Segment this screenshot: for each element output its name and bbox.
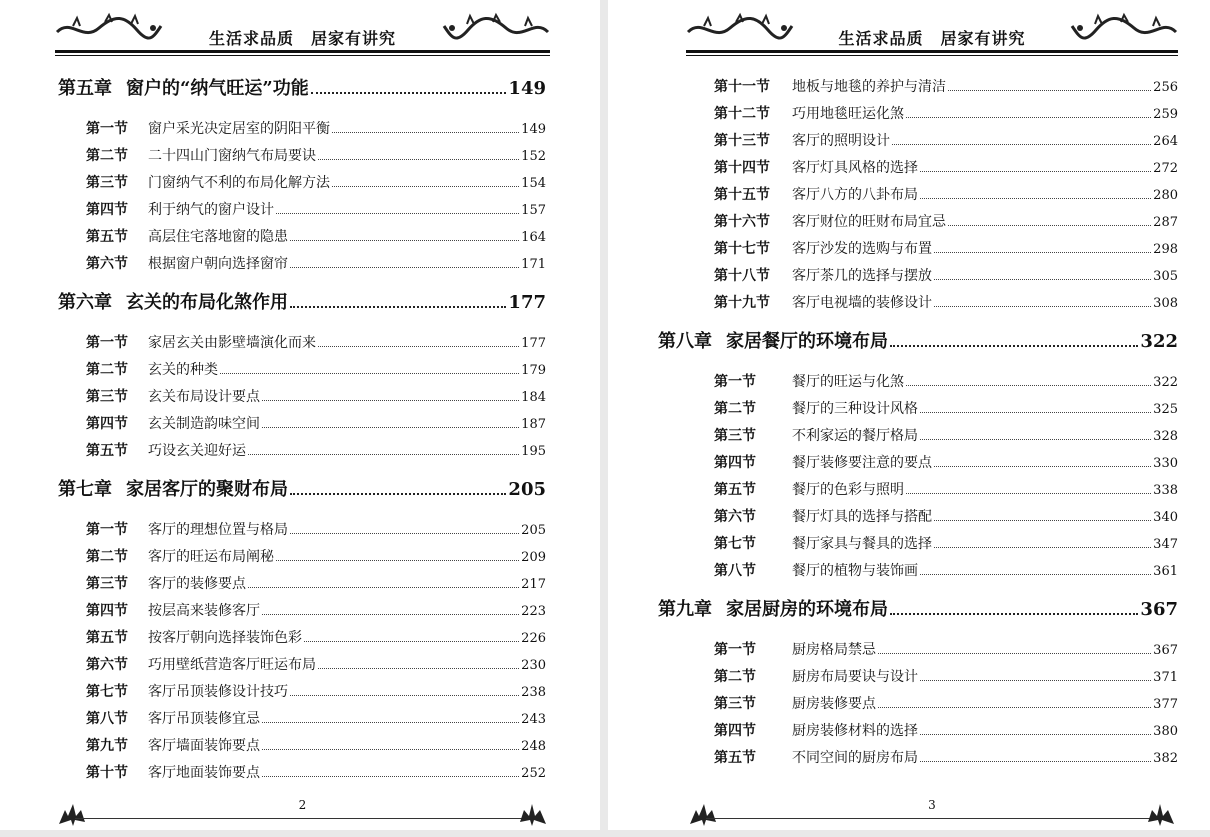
chapter-title: 家居客厅的聚财布局 [126, 479, 288, 500]
section-number: 第三节 [714, 428, 756, 444]
dot-leader [290, 533, 519, 534]
section-entry[interactable] [686, 292, 1178, 319]
section-title: 餐厅家具与餐具的选择 [792, 536, 932, 552]
section-title: 客厅沙发的选购与布置 [792, 241, 932, 257]
dot-leader [276, 213, 519, 214]
chapter-entry[interactable] [658, 595, 1178, 625]
section-number: 第二节 [714, 669, 756, 685]
chapter-page: 177 [508, 292, 546, 313]
dot-leader [934, 466, 1151, 467]
section-page: 152 [521, 149, 546, 164]
section-number: 第一节 [86, 121, 128, 137]
chapter-page: 149 [508, 78, 546, 99]
section-title: 厨房装修要点 [792, 696, 876, 712]
section-page: 259 [1153, 107, 1178, 122]
section-page: 209 [521, 550, 546, 565]
section-page: 223 [521, 604, 546, 619]
dot-leader [318, 668, 519, 669]
section-page: 154 [521, 176, 546, 191]
section-page: 243 [521, 712, 546, 727]
section-title: 按客厅朝向选择装饰色彩 [148, 630, 302, 646]
chapter-number: 第七章 [58, 479, 112, 500]
section-number: 第二节 [86, 148, 128, 164]
section-title: 厨房装修材料的选择 [792, 723, 918, 739]
section-page: 308 [1153, 296, 1178, 311]
section-entry[interactable] [686, 452, 1178, 479]
section-title: 门窗纳气不利的布局化解方法 [148, 175, 330, 191]
section-entry[interactable] [686, 666, 1178, 693]
dot-leader [934, 520, 1151, 521]
dot-leader [906, 385, 1151, 386]
dot-leader [318, 159, 519, 160]
page-header [55, 10, 550, 56]
section-number: 第五节 [86, 443, 128, 459]
section-page: 184 [521, 390, 546, 405]
dot-leader [920, 171, 1151, 172]
dot-leader [262, 614, 519, 615]
header-rule [55, 50, 550, 56]
section-title: 客厅茶几的选择与摆放 [792, 268, 932, 284]
section-page: 226 [521, 631, 546, 646]
chapter-entry[interactable] [658, 327, 1178, 357]
section-page: 171 [521, 257, 546, 272]
page-number: 3 [928, 798, 936, 812]
dot-leader [276, 560, 519, 561]
page-footer [55, 798, 550, 828]
section-page: 187 [521, 417, 546, 432]
section-entry[interactable] [58, 519, 546, 546]
section-page: 164 [521, 230, 546, 245]
chapter-entry[interactable] [58, 475, 546, 505]
section-entry[interactable] [686, 479, 1178, 506]
section-title: 餐厅的旺运与化煞 [792, 374, 904, 390]
section-page: 340 [1153, 510, 1178, 525]
section-number: 第一节 [714, 642, 756, 658]
dot-leader [262, 749, 519, 750]
section-title: 餐厅的三种设计风格 [792, 401, 918, 417]
section-number: 第十一节 [714, 79, 770, 95]
section-number: 第六节 [86, 657, 128, 673]
dot-leader [248, 454, 519, 455]
section-number: 第十六节 [714, 214, 770, 230]
section-number: 第三节 [86, 389, 128, 405]
section-title: 客厅吊顶装修宜忌 [148, 711, 260, 727]
dot-leader [920, 198, 1151, 199]
dragon-icon [1070, 12, 1180, 48]
section-page: 157 [521, 203, 546, 218]
section-number: 第九节 [86, 738, 128, 754]
section-entry[interactable] [58, 546, 546, 573]
section-number: 第四节 [86, 202, 128, 218]
section-entry[interactable] [686, 238, 1178, 265]
section-entry[interactable] [58, 600, 546, 627]
section-entry[interactable] [686, 425, 1178, 452]
dot-leader [262, 722, 519, 723]
header-title: 生活求品质 居家有讲究 [838, 29, 1026, 48]
maple-leaf-icon [1142, 802, 1178, 828]
maple-leaf-icon [514, 802, 550, 828]
dot-leader [934, 547, 1151, 548]
section-title: 玄关的种类 [148, 362, 218, 378]
section-title: 客厅吊顶装修设计技巧 [148, 684, 288, 700]
chapter-number: 第六章 [58, 292, 112, 313]
table-of-contents [658, 76, 1178, 774]
section-number: 第十五节 [714, 187, 770, 203]
dot-leader [262, 400, 519, 401]
chapter-title: 窗户的“纳气旺运”功能 [126, 78, 309, 99]
section-page: 325 [1153, 402, 1178, 417]
section-title: 不同空间的厨房布局 [792, 750, 918, 766]
section-title: 玄关制造韵味空间 [148, 416, 260, 432]
section-entry[interactable] [58, 332, 546, 359]
section-title: 地板与地毯的养护与清洁 [792, 79, 946, 95]
section-number: 第十二节 [714, 106, 770, 122]
section-entry[interactable] [686, 639, 1178, 666]
dot-leader [878, 653, 1151, 654]
section-number: 第八节 [86, 711, 128, 727]
section-number: 第二节 [714, 401, 756, 417]
section-title: 巧设玄关迎好运 [148, 443, 246, 459]
section-entry[interactable] [686, 506, 1178, 533]
chapter-number: 第八章 [658, 331, 712, 352]
section-title: 餐厅装修要注意的要点 [792, 455, 932, 471]
section-title: 客厅电视墙的装修设计 [792, 295, 932, 311]
section-page: 179 [521, 363, 546, 378]
section-entry[interactable] [686, 265, 1178, 292]
table-of-contents [58, 66, 546, 789]
section-title: 家居玄关由影壁墙演化而来 [148, 335, 316, 351]
section-title: 客厅的理想位置与格局 [148, 522, 288, 538]
section-title: 客厅财位的旺财布局宜忌 [792, 214, 946, 230]
page-header [686, 10, 1178, 56]
section-number: 第十节 [86, 765, 128, 781]
dot-leader [290, 240, 519, 241]
section-number: 第十七节 [714, 241, 770, 257]
chapter-title: 玄关的布局化煞作用 [126, 292, 288, 313]
chapter-page: 205 [508, 479, 546, 500]
section-number: 第三节 [714, 696, 756, 712]
section-entry[interactable] [686, 371, 1178, 398]
chapter-title: 家居餐厅的环境布局 [726, 331, 888, 352]
section-number: 第十九节 [714, 295, 770, 311]
left-page [0, 0, 600, 830]
section-number: 第一节 [714, 374, 756, 390]
section-title: 客厅墙面装饰要点 [148, 738, 260, 754]
section-title: 餐厅灯具的选择与搭配 [792, 509, 932, 525]
chapter-entry[interactable] [58, 288, 546, 318]
section-title: 客厅八方的八卦布局 [792, 187, 918, 203]
section-page: 195 [521, 444, 546, 459]
dot-leader [906, 493, 1151, 494]
dot-leader [248, 587, 519, 588]
dot-leader [220, 373, 519, 374]
dot-leader [304, 641, 519, 642]
section-title: 餐厅的植物与装饰画 [792, 563, 918, 579]
section-entry[interactable] [58, 118, 546, 145]
dot-leader [290, 493, 506, 495]
section-entry[interactable] [58, 386, 546, 413]
header-rule [686, 50, 1178, 56]
section-number: 第六节 [86, 256, 128, 272]
section-number: 第一节 [86, 335, 128, 351]
section-title: 厨房布局要诀与设计 [792, 669, 918, 685]
section-number: 第一节 [86, 522, 128, 538]
section-title: 客厅的照明设计 [792, 133, 890, 149]
section-page: 248 [521, 739, 546, 754]
section-title: 餐厅的色彩与照明 [792, 482, 904, 498]
section-page: 371 [1153, 670, 1178, 685]
section-entry[interactable] [686, 560, 1178, 587]
section-entry[interactable] [686, 747, 1178, 774]
section-page: 338 [1153, 483, 1178, 498]
page-number: 2 [298, 798, 307, 812]
section-entry[interactable] [58, 413, 546, 440]
section-number: 第四节 [86, 603, 128, 619]
section-number: 第五节 [86, 229, 128, 245]
footer-rule [75, 818, 530, 819]
section-entry[interactable] [58, 654, 546, 681]
dot-leader [290, 695, 519, 696]
dot-leader [934, 279, 1151, 280]
section-title: 根据窗户朝向选择窗帘 [148, 256, 288, 272]
right-page [608, 0, 1210, 830]
section-number: 第八节 [714, 563, 756, 579]
section-entry[interactable] [686, 103, 1178, 130]
section-title: 窗户采光决定居室的阴阳平衡 [148, 121, 330, 137]
section-number: 第六节 [714, 509, 756, 525]
section-number: 第三节 [86, 175, 128, 191]
section-number: 第五节 [714, 482, 756, 498]
section-title: 客厅地面装饰要点 [148, 765, 260, 781]
section-number: 第七节 [714, 536, 756, 552]
section-page: 256 [1153, 80, 1178, 95]
section-entry[interactable] [686, 130, 1178, 157]
section-page: 272 [1153, 161, 1178, 176]
section-page: 382 [1153, 751, 1178, 766]
dot-leader [920, 439, 1151, 440]
section-title: 高层住宅落地窗的隐患 [148, 229, 288, 245]
dot-leader [920, 412, 1151, 413]
section-title: 厨房格局禁忌 [792, 642, 876, 658]
chapter-title: 家居厨房的环境布局 [726, 599, 888, 620]
section-page: 280 [1153, 188, 1178, 203]
section-entry[interactable] [58, 253, 546, 280]
section-entry[interactable] [58, 681, 546, 708]
dot-leader [332, 186, 519, 187]
section-number: 第四节 [86, 416, 128, 432]
section-entry[interactable] [686, 157, 1178, 184]
section-title: 按层高来装修客厅 [148, 603, 260, 619]
section-title: 利于纳气的窗户设计 [148, 202, 274, 218]
dot-leader [890, 345, 1138, 347]
dot-leader [920, 761, 1151, 762]
section-page: 287 [1153, 215, 1178, 230]
section-page: 347 [1153, 537, 1178, 552]
dot-leader [318, 346, 519, 347]
section-page: 205 [521, 523, 546, 538]
dot-leader [262, 776, 519, 777]
section-entry[interactable] [58, 359, 546, 386]
dot-leader [948, 225, 1151, 226]
section-page: 380 [1153, 724, 1178, 739]
section-entry[interactable] [686, 533, 1178, 560]
section-entry[interactable] [58, 199, 546, 226]
section-entry[interactable] [686, 184, 1178, 211]
section-number: 第三节 [86, 576, 128, 592]
dot-leader [906, 117, 1151, 118]
section-page: 238 [521, 685, 546, 700]
dot-leader [920, 734, 1151, 735]
section-number: 第二节 [86, 362, 128, 378]
section-page: 330 [1153, 456, 1178, 471]
section-title: 不利家运的餐厅格局 [792, 428, 918, 444]
section-page: 305 [1153, 269, 1178, 284]
chapter-page: 322 [1140, 331, 1178, 352]
dot-leader [290, 267, 519, 268]
section-entry[interactable] [58, 573, 546, 600]
footer-rule [706, 818, 1158, 819]
dot-leader [920, 680, 1151, 681]
dot-leader [934, 306, 1151, 307]
section-number: 第五节 [714, 750, 756, 766]
section-number: 第十八节 [714, 268, 770, 284]
dot-leader [311, 92, 507, 94]
section-page: 230 [521, 658, 546, 673]
section-number: 第十四节 [714, 160, 770, 176]
section-entry[interactable] [58, 762, 546, 789]
chapter-number: 第五章 [58, 78, 112, 99]
section-entry[interactable] [58, 145, 546, 172]
section-title: 客厅的旺运布局阐秘 [148, 549, 274, 565]
dot-leader [934, 252, 1151, 253]
header-title: 生活求品质 居家有讲究 [208, 29, 396, 48]
section-title: 巧用壁纸营造客厅旺运布局 [148, 657, 316, 673]
dot-leader [262, 427, 519, 428]
dot-leader [948, 90, 1151, 91]
section-entry[interactable] [58, 708, 546, 735]
section-title: 客厅灯具风格的选择 [792, 160, 918, 176]
dragon-icon [442, 12, 552, 48]
section-entry[interactable] [58, 627, 546, 654]
section-entry[interactable] [686, 720, 1178, 747]
dot-leader [920, 574, 1151, 575]
section-title: 玄关布局设计要点 [148, 389, 260, 405]
dot-leader [878, 707, 1151, 708]
section-title: 客厅的装修要点 [148, 576, 246, 592]
section-page: 149 [521, 122, 546, 137]
chapter-page: 367 [1140, 599, 1178, 620]
section-number: 第五节 [86, 630, 128, 646]
section-page: 367 [1153, 643, 1178, 658]
section-entry[interactable] [58, 735, 546, 762]
section-entry[interactable] [686, 693, 1178, 720]
chapter-entry[interactable] [58, 74, 546, 104]
dot-leader [332, 132, 519, 133]
section-number: 第二节 [86, 549, 128, 565]
section-entry[interactable] [686, 211, 1178, 238]
section-entry[interactable] [686, 398, 1178, 425]
section-page: 177 [521, 336, 546, 351]
dot-leader [892, 144, 1151, 145]
dot-leader [290, 306, 506, 308]
dot-leader [890, 613, 1138, 615]
section-entry[interactable] [686, 76, 1178, 103]
page-footer [686, 798, 1178, 828]
section-page: 361 [1153, 564, 1178, 579]
section-number: 第四节 [714, 723, 756, 739]
section-title: 二十四山门窗纳气布局要诀 [148, 148, 316, 164]
section-page: 377 [1153, 697, 1178, 712]
section-entry[interactable] [58, 440, 546, 467]
section-page: 328 [1153, 429, 1178, 444]
section-page: 252 [521, 766, 546, 781]
section-page: 298 [1153, 242, 1178, 257]
section-number: 第七节 [86, 684, 128, 700]
section-title: 巧用地毯旺运化煞 [792, 106, 904, 122]
section-page: 322 [1153, 375, 1178, 390]
section-number: 第十三节 [714, 133, 770, 149]
section-page: 217 [521, 577, 546, 592]
section-entry[interactable] [58, 172, 546, 199]
section-entry[interactable] [58, 226, 546, 253]
section-number: 第四节 [714, 455, 756, 471]
section-page: 264 [1153, 134, 1178, 149]
chapter-number: 第九章 [658, 599, 712, 620]
